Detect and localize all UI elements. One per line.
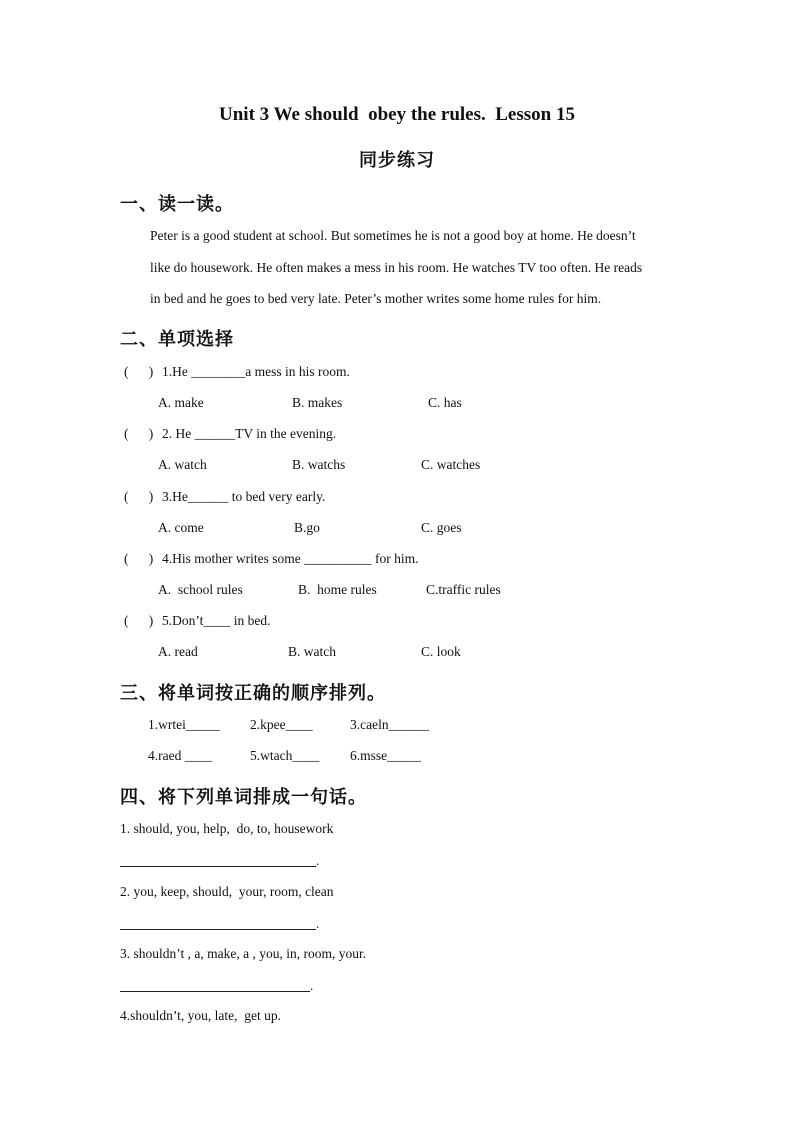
option-a: A. watch: [158, 457, 207, 472]
option-c: C. has: [428, 395, 462, 410]
question-text: 4.His mother writes some __________ for him.: [162, 551, 419, 566]
page-subtitle: 同步练习: [359, 150, 435, 171]
option-a: A. school rules: [158, 582, 243, 597]
option-c: C. goes: [421, 520, 462, 535]
scrambled-word: 3.caeln______: [350, 717, 430, 732]
option-b: B. watch: [288, 644, 336, 659]
answer-blank[interactable]: ( ): [124, 613, 154, 628]
reading-line: in bed and he goes to bed very late. Peter’s mother writes some home rules for him.: [150, 291, 602, 306]
option-c: C.traffic rules: [426, 582, 501, 597]
word-list: 3. shouldn’t , a, make, a , you, in, room, your.: [120, 946, 367, 961]
answer-blank[interactable]: ( ): [124, 489, 154, 504]
option-c: C. watches: [421, 457, 481, 472]
reading-line: Peter is a good student at school. But sometimes he is not a good boy at home. He doesn’t: [150, 228, 636, 243]
option-a: A. come: [158, 520, 204, 535]
question-text: 1.He ________a mess in his room.: [162, 364, 350, 379]
period-mark: .: [316, 853, 320, 868]
answer-line[interactable]: [120, 929, 316, 930]
section-3-heading: 三、将单词按正确的顺序排列。: [120, 683, 386, 704]
answer-blank[interactable]: ( ): [124, 426, 154, 441]
option-a: A. make: [158, 395, 204, 410]
question-text: 2. He ______TV in the evening.: [162, 426, 337, 441]
option-c: C. look: [421, 644, 461, 659]
word-list: 2. you, keep, should, your, room, clean: [120, 884, 334, 899]
answer-line[interactable]: [120, 866, 316, 867]
word-list: 4.shouldn’t, you, late, get up.: [120, 1008, 281, 1023]
scrambled-word: 5.wtach____: [250, 748, 320, 763]
option-b: B. watchs: [292, 457, 346, 472]
option-b: B.go: [294, 520, 320, 535]
scrambled-word: 2.kpee____: [250, 717, 313, 732]
scrambled-word: 1.wrtei_____: [148, 717, 220, 732]
option-b: B. makes: [292, 395, 343, 410]
question-text: 3.He______ to bed very early.: [162, 489, 326, 504]
section-1-heading: 一、读一读。: [120, 194, 234, 215]
period-mark: .: [316, 916, 320, 931]
period-mark: .: [310, 978, 314, 993]
option-a: A. read: [158, 644, 198, 659]
question-text: 5.Don’t____ in bed.: [162, 613, 271, 628]
scrambled-word: 6.msse_____: [350, 748, 421, 763]
section-2-heading: 二、单项选择: [120, 329, 234, 350]
answer-blank[interactable]: ( ): [124, 551, 154, 566]
word-list: 1. should, you, help, do, to, housework: [120, 821, 334, 836]
page-title: Unit 3 We should obey the rules. Lesson 15: [219, 104, 575, 125]
option-b: B. home rules: [298, 582, 377, 597]
answer-line[interactable]: [120, 991, 310, 992]
scrambled-word: 4.raed ____: [148, 748, 212, 763]
section-4-heading: 四、将下列单词排成一句话。: [120, 787, 367, 808]
reading-line: like do housework. He often makes a mess in his room. He watches TV too often. He reads: [150, 260, 643, 275]
answer-blank[interactable]: ( ): [124, 364, 154, 379]
